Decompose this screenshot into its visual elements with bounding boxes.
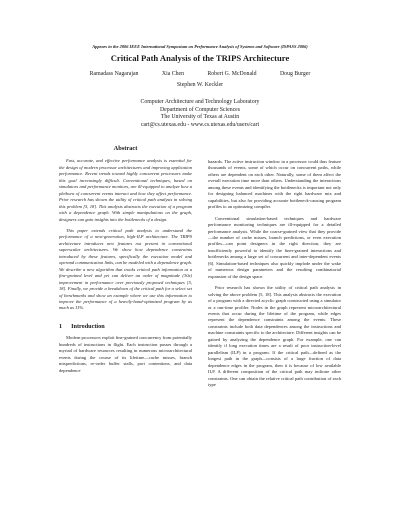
author-block [0,69,400,90]
introduction-heading [59,324,192,330]
abstract-heading: Abstract [113,145,138,152]
author-name: Stephen W. Keckler [176,81,224,88]
affiliation-lab: Computer Architecture and Technology Laboratory [140,99,260,105]
affiliation-department: Department of Computer Sciences [159,106,240,113]
affiliation-contact: cart@cs.utexas.edu - www.cs.utexas.edu/users/cart [140,121,260,128]
abstract-paragraph: This paper extends critical path analysis to understand the performance of a next-generation, high-ILP architecture. The TRIPS architecture introduces new features not present in conventional superscalar architectures. We show how dependence constraints introduced by these features, specifically the execution model and operand communication links, can be modeled with a dependence graph. We describe a new algorithm that tracks critical path information at a fine-grained level and yet can deliver an order of magnitude (30x) improvement in performance over previously proposed techniques [5, 18]. Finally, we provide a breakdown of the critical path for a select set of benchmarks and show an example where we use this information to improve the performance of a heavily-hand-optimized program by as much as 11%. [59,227,192,311]
author-name: Robert G. McDonald [207,71,257,77]
affiliation-block [0,99,400,129]
body-paragraph: Prior research has shown the utility of critical path analysis in solving the above problem [5, 18]. This analysis abstracts the execution of a program with a directed acyclic graph constructed using a simulator or a run-time profiler. Nodes in the graph represent microarchitectural events that occur during the lifetime of the program, while edges represent the dependence constraints among the events. These constraints include both data dependences among the instructions and machine constraints specific to the architecture. Different insights can be gained by analyzing the dependence graph. For example, one can identify if long execution times are a result of poor instruction-level parallelism (ILP) in a program. If the critical path—defined as the longest path in the graph—consists of a large fraction of data dependence edges in the program, then it is because of low available ILP. A different composition of the critical path may indicate other constraints. One can obtain the relative critical path contribution of each type [208,285,341,387]
author-row [0,69,400,80]
affiliation-university: The University of Texas at Austin [160,114,240,121]
body-paragraph: hazards. The active instruction window in a processor could thus feature thousands of events, some of which occur on concurrent paths, while others are dependent on each other. Naturally, some of them affect the overall execution time more than others. Understanding the interactions among these events and identifying the bottlenecks is important not only for designing balanced machines with the right hardware mix and capabilities, but also for providing accurate bottleneck-causing program profiles to an optimizing compiler. [208,159,341,210]
body-paragraph: Modern processors exploit fine-grained concurrency from potentially hundreds of instructions in flight. Each instruction passes through a myriad of hardware resources resulting in numerous microarchitectural events during the course of its lifetime—cache misses, branch mispredictions, re-order buffer stalls, port contentions, and data dependence [59,335,193,373]
abstract-paragraph: Fast, accurate, and effective performance analysis is essential for the design of modern processor architectures and improving application performance. Recent trends toward highly concurrent processors make this goal increasingly difficult. Conventional techniques, based on simulators and performance monitors, are ill-equipped to analyze how a plethora of concurrent events interact and how they affect performance. Prior research has shown the utility of critical path analysis in solving this problem [5, 18]. This analysis abstracts the execution of a program with a dependence graph. With simple manipulations on the graph, designers can gain insights into the bottlenecks of a design. [59,158,192,222]
venue-line: Appears in the 2006 IEEE International Symposium on Performance Analysis of Systems and Software (ISPASS 2006) [92,44,308,49]
abstract-body [59,158,192,311]
section-number: 1 [59,322,63,330]
author-name: Xia Chen [161,71,184,77]
author-name: Doug Burger [279,71,311,77]
section-title: Introduction [71,322,105,330]
paper-title: Critical Path Analysis of the TRIPS Architecture [110,53,290,63]
author-name: Ramadass Nagarajan [89,71,139,77]
right-column [208,159,341,388]
body-paragraph: Conventional simulation-based techniques and hardware performance monitoring techniques are ill-equipped for a detailed performance analysis. While the coarse-grained view that they provide—the number of cache misses, branch predictions, or even execution profiles—can point designers in the right direction, they are insufficiently powerful to identify the finer-grained interactions and bottlenecks among a large set of concurrent and inter-dependent events [6]. Simulation-based techniques also quickly implode under the wake of numerous design parameters and the resulting combinatorial expansion of the design space. [208,215,341,279]
left-column [59,146,192,374]
